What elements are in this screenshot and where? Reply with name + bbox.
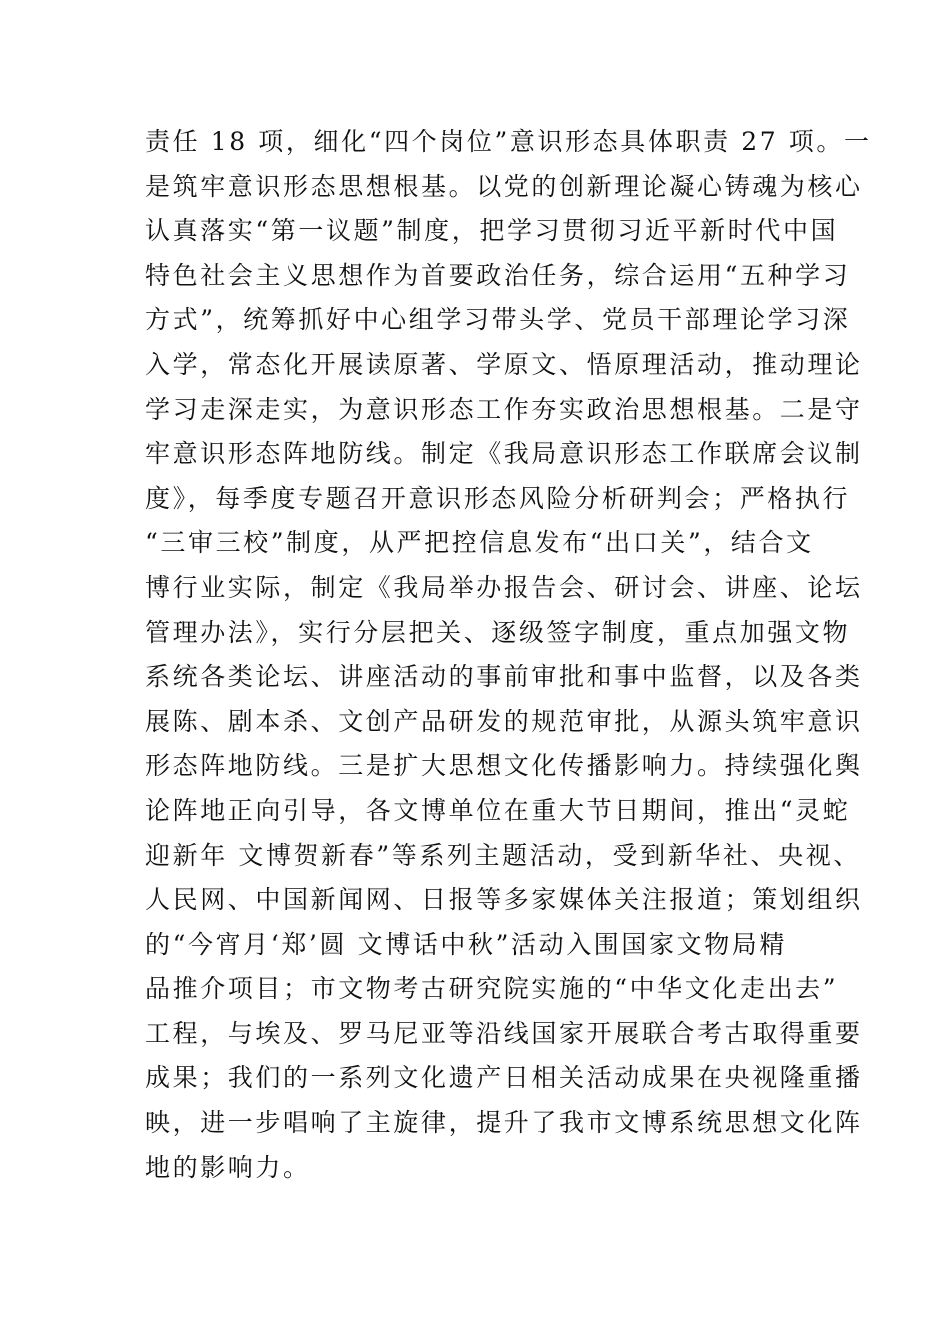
text-line: 地的影响力。 <box>145 1152 311 1182</box>
text-line: 映，进一步唱响了主旋律，提升了我市文博系统思想文化阵 <box>145 1108 863 1138</box>
text-line: 方式”，统筹抓好中心组学习带头学、党员干部理论学习深 <box>145 305 851 335</box>
text-line: 人民网、中国新闻网、日报等多家媒体关注报道；策划组织 <box>145 885 863 915</box>
text-line: 工程，与埃及、罗马尼亚等沿线国家开展联合考古取得重要 <box>145 1018 863 1048</box>
text-line: 特色社会主义思想作为首要政治任务，综合运用“五种学习 <box>145 260 851 290</box>
text-line: 论阵地正向引导，各文博单位在重大节日期间，推出“灵蛇 <box>145 795 851 825</box>
text-line: 形态阵地防线。三是扩大思想文化传播影响力。持续强化舆 <box>145 751 863 781</box>
text-line: 牢意识形态阵地防线。制定《我局意识形态工作联席会议制 <box>145 439 863 469</box>
text-line: 博行业实际，制定《我局举办报告会、研讨会、讲座、论坛 <box>145 572 863 602</box>
text-line: 是筑牢意识形态思想根基。以党的创新理论凝心铸魂为核心 <box>145 171 863 201</box>
text-line: 责任 18 项，细化“四个岗位”意识形态具体职责 27 项。一 <box>145 127 872 156</box>
text-line: 管理办法》，实行分层把关、逐级签字制度，重点加强文物 <box>145 617 851 647</box>
text-line: 认真落实“第一议题”制度，把学习贯彻习近平新时代中国 <box>145 216 839 246</box>
text-line: 系统各类论坛、讲座活动的事前审批和事中监督，以及各类 <box>145 662 863 692</box>
text-line: 学习走深走实，为意识形态工作夯实政治思想根基。二是守 <box>145 394 863 424</box>
text-line: 迎新年 文博贺新春”等系列主题活动，受到新华社、央视、 <box>145 840 861 870</box>
text-line: 的“今宵月‘郑’圆 文博话中秋”活动入围国家文物局精 <box>145 929 788 959</box>
text-line: 度》，每季度专题召开意识形态风险分析研判会；严格执行 <box>145 483 851 513</box>
text-line: 品推介项目；市文物考古研究院实施的“中华文化走出去” <box>145 974 839 1004</box>
text-line: 入学，常态化开展读原著、学原文、悟原理活动，推动理论 <box>145 349 863 379</box>
text-line: “三审三校”制度，从严把控信息发布“出口关”，结合文 <box>145 528 814 558</box>
text-line: 成果；我们的一系列文化遗产日相关活动成果在央视隆重播 <box>145 1063 863 1093</box>
text-line: 展陈、剧本杀、文创产品研发的规范审批，从源头筑牢意识 <box>145 706 863 736</box>
body-paragraph <box>145 120 872 1190</box>
